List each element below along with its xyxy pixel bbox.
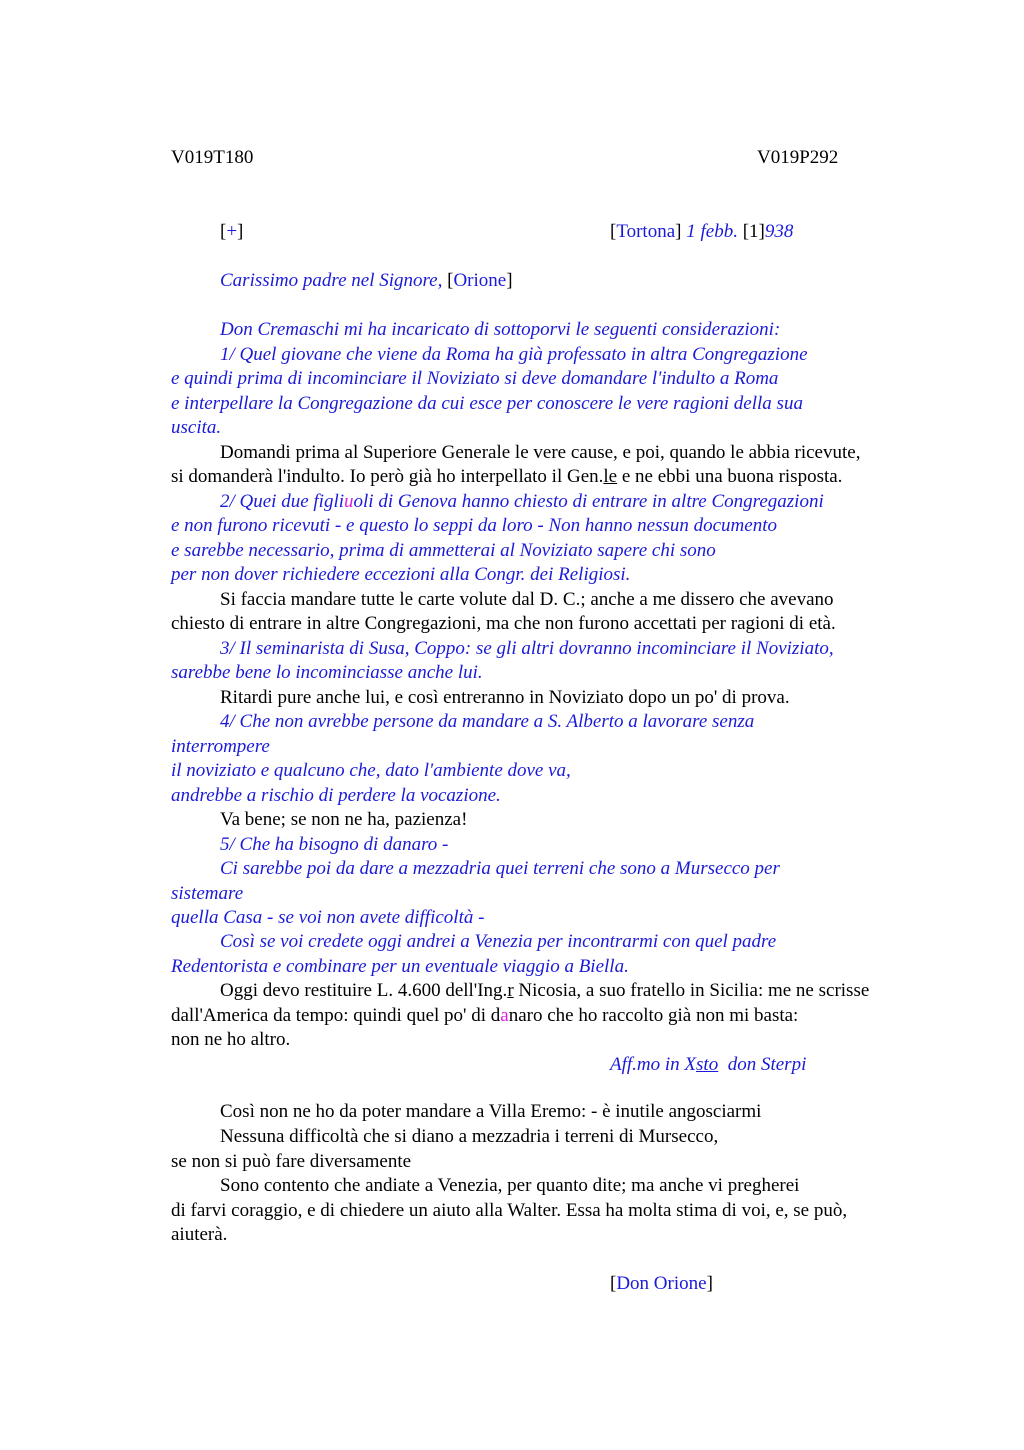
document-code-left: V019T180 — [171, 147, 254, 168]
text-segment: Aff.mo in X — [610, 1054, 697, 1075]
text-segment: e ne ebbi una buona risposta. — [617, 466, 843, 487]
date-year-bracket: 1 — [749, 221, 759, 242]
date-day: 1 febb. — [686, 221, 738, 242]
text-segment: dall'America da tempo: quindi quel po' di d — [171, 1005, 501, 1026]
point-2-line: e sarebbe necessario, prima di ammetterai al Noviziato sapere chi sono — [171, 540, 716, 561]
text-segment: si domanderà l'indulto. Io però già ho interpellato il Gen. — [171, 466, 604, 487]
point-1-line: uscita. — [171, 417, 222, 438]
point-5-line: quella Casa - se voi non avete difficoltà - — [171, 907, 485, 928]
text-segment: Nicosia, a suo fratello in Sicilia: me ne scrisse — [513, 980, 870, 1001]
reply-3-line: Ritardi pure anche lui, e così entreranno in Noviziato dopo un po' di prova. — [220, 687, 790, 708]
addressee: Orione — [453, 270, 507, 291]
point-2-line: per non dover richiedere eccezioni alla Congr. dei Religiosi. — [171, 564, 631, 585]
point-4-line: 4/ Che non avrebbe persone da mandare a S. Alberto a lavorare senza — [220, 711, 755, 732]
point-4-line: il noviziato e qualcuno che, dato l'ambiente dove va, — [171, 760, 571, 781]
salutation: Carissimo padre nel Signore, [Orione] — [220, 270, 513, 291]
reply-2-line: Si faccia mandare tutte le carte volute dal D. C.; anche a me dissero che avevano — [220, 589, 834, 610]
point-1-line: e quindi prima di incominciare il Noviziato si deve domandare l'indulto a Roma — [171, 368, 779, 389]
abbreviation-superscript: r — [507, 980, 514, 1001]
reply-1-line: Domandi prima al Superiore Generale le vere cause, e poi, quando le abbia ricevute, — [220, 442, 861, 463]
point-2-line — [220, 490, 824, 514]
document-code-right: V019P292 — [757, 147, 839, 168]
cross-symbol: + — [226, 221, 238, 242]
point-4-line: andrebbe a rischio di perdere la vocazione. — [171, 785, 501, 806]
reply-line: Nessuna difficoltà che si diano a mezzadria i terreni di Mursecco, — [220, 1126, 719, 1147]
paragraph-6-line — [171, 1004, 798, 1028]
text-segment: 2/ Quei due figli — [220, 491, 345, 512]
point-4-line: interrompere — [171, 736, 270, 757]
point-1-line: 1/ Quel giovane che viene da Roma ha già professato in altra Congregazione — [220, 344, 808, 365]
point-5-line: 5/ Che ha bisogno di danaro - — [220, 834, 449, 855]
reply-line: di farvi coraggio, e di chiedere un aiuto alla Walter. Essa ha molta stima di voi, e, se può, — [171, 1200, 848, 1221]
dateline: [Tortona] 1 febb. [1]938 — [610, 221, 794, 242]
letter-intro: Don Cremaschi mi ha incaricato di sottoporvi le seguenti considerazioni: — [220, 319, 781, 340]
point-5-line: Così se voi credete oggi andrei a Venezia per incontrarmi con quel padre — [220, 931, 777, 952]
signature-name: Don Orione — [616, 1273, 707, 1294]
reply-line: Sono contento che andiate a Venezia, per quanto dite; ma anche vi pregherei — [220, 1175, 800, 1196]
reply-line: aiuterà. — [171, 1224, 228, 1245]
point-1-line: e interpellare la Congregazione da cui esce per conoscere le vere ragioni della sua — [171, 393, 803, 414]
text-segment: don Sterpi — [718, 1054, 807, 1075]
point-3-line: 3/ Il seminarista di Susa, Coppo: se gli altri dovranno incominciare il Noviziato, — [220, 638, 834, 659]
letter-signoff — [610, 1053, 806, 1077]
correction-letter: u — [344, 491, 354, 512]
point-5-line: Ci sarebbe poi da dare a mezzadria quei terreni che sono a Mursecco per — [220, 858, 780, 879]
point-5-line: Redentorista e combinare per un eventuale viaggio a Biella. — [171, 956, 629, 977]
abbreviation-superscript: le — [603, 466, 618, 487]
text-segment: naro che ho raccolto già non mi basta: — [508, 1005, 799, 1026]
date-year: 938 — [764, 221, 794, 242]
salutation-text: Carissimo padre nel Signore, — [220, 270, 443, 291]
paragraph-6-line — [220, 979, 869, 1003]
text-segment: oli di Genova hanno chiesto di entrare in altre Congregazioni — [353, 491, 824, 512]
reply-1-line — [171, 465, 842, 489]
paragraph-6-line: non ne ho altro. — [171, 1029, 291, 1050]
text-segment: Oggi devo restituire L. 4.600 dell'Ing. — [220, 980, 508, 1001]
reply-4-line: Va bene; se non ne ha, pazienza! — [220, 809, 468, 830]
place-name: Tortona — [616, 221, 676, 242]
reply-line: se non si può fare diversamente — [171, 1151, 412, 1172]
point-5-line: sistemare — [171, 883, 244, 904]
reply-signature: [Don Orione] — [610, 1273, 713, 1294]
abbreviation-superscript: sto — [696, 1054, 719, 1075]
cross-mark: [+] — [220, 221, 244, 242]
point-3-line: sarebbe bene lo incominciasse anche lui. — [171, 662, 483, 683]
correction-letter: a — [500, 1005, 509, 1026]
reply-line: Così non ne ho da poter mandare a Villa Eremo: - è inutile angosciarmi — [220, 1101, 762, 1122]
reply-2-line: chiesto di entrare in altre Congregazioni, ma che non furono accettati per ragioni di età. — [171, 613, 836, 634]
point-2-line: e non furono ricevuti - e questo lo seppi da loro - Non hanno nessun documento — [171, 515, 777, 536]
